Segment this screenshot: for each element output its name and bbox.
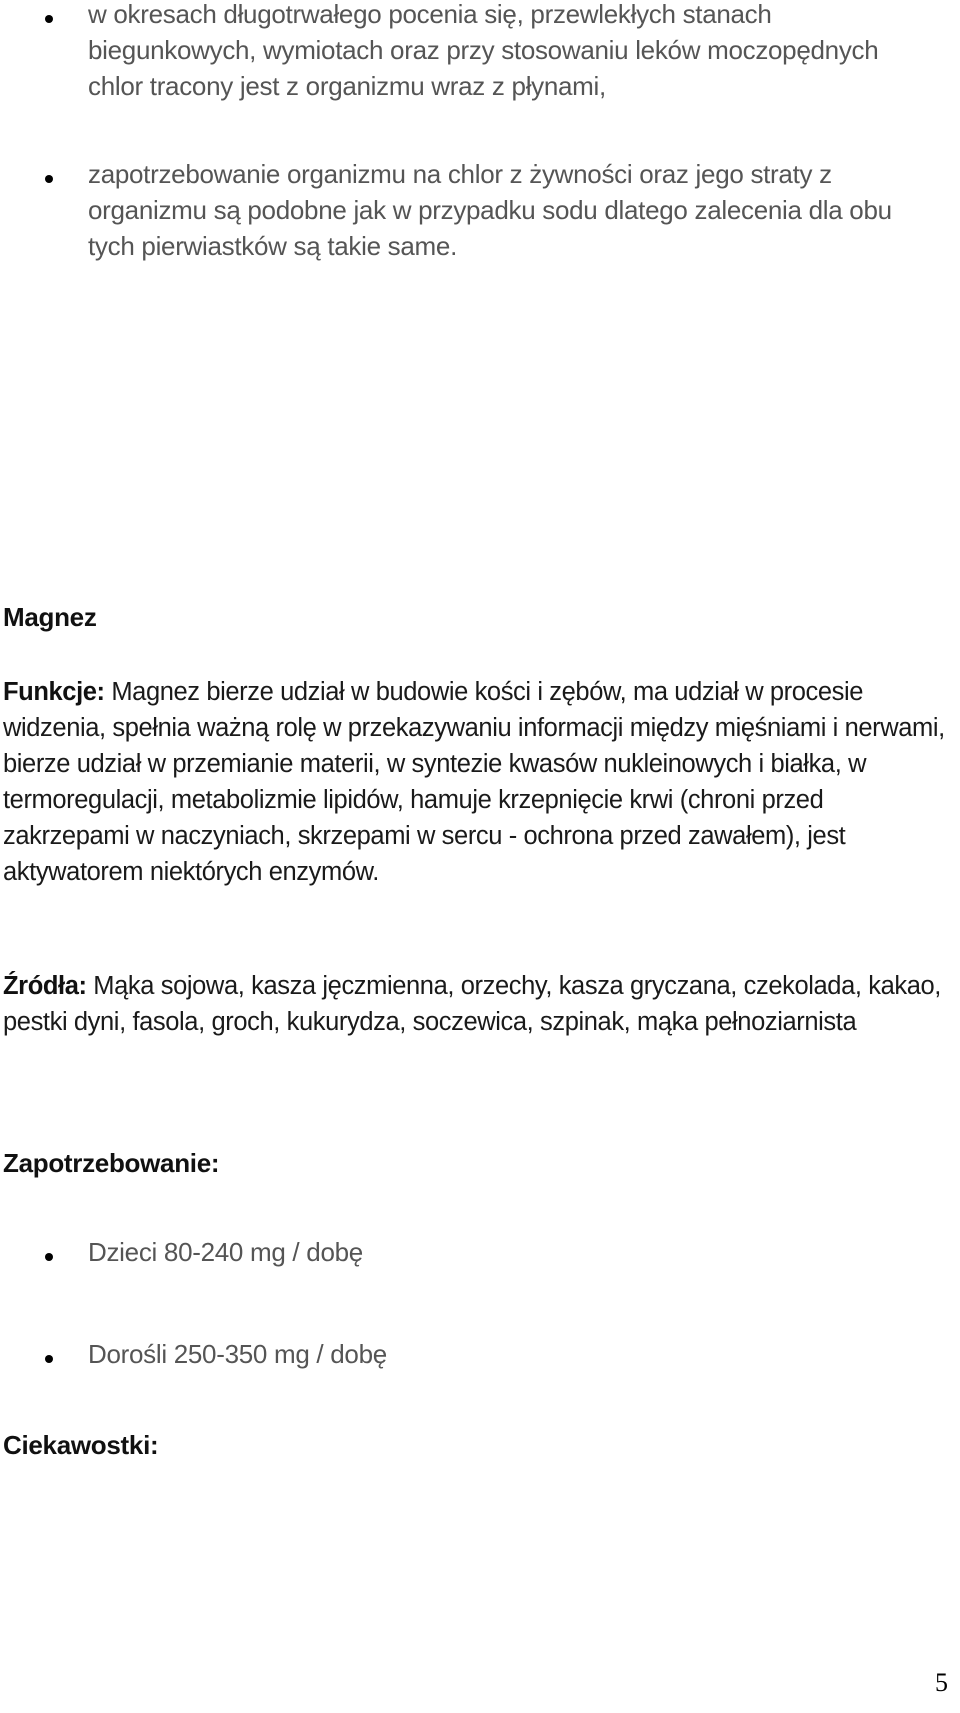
sources-label: Źródła: xyxy=(3,972,87,1000)
functions-text: Magnez bierze udział w budowie kości i zębów, ma udział w procesie widzenia, spełnia ważną rolę w przekazywaniu informacji między mięśniami i nerwami, bierze udział w przemianie materii, w syntezie kwasów nukleinowych i białka, w termoregulacji, metabolizmie lipidów, hamuje krzepnięcie krwi (chroni przed zakrzepami w naczyniach, skrzepami w sercu - ochrona przed zawałem), jest aktywatorem niektórych enzymów. xyxy=(3,678,945,886)
list-item-text: zapotrzebowanie organizmu na chlor z żywności oraz jego straty z organizmu są podobne jak w przypadku sodu dlatego zalecenia dla obu tych pierwiastków są takie same. xyxy=(88,159,892,261)
sources-text: Mąka sojowa, kasza jęczmienna, orzechy, kasza gryczana, czekolada, kakao, pestki dyni, fasola, groch, kukurydza, soczewica, szpinak, mąka pełnoziarnista xyxy=(3,972,941,1036)
page-number: 5 xyxy=(935,1668,948,1697)
functions-paragraph xyxy=(3,674,948,890)
bullet-icon xyxy=(45,15,53,23)
list-item-text: w okresach długotrwałego pocenia się, przewlekłych stanach biegunkowych, wymiotach oraz przy stosowaniu leków moczopędnych chlor tracony jest z organizmu wraz z płynami, xyxy=(88,0,879,101)
trivia-title: Ciekawostki: xyxy=(3,1430,159,1460)
section-title: Magnez xyxy=(3,602,97,632)
list-item-text: Dzieci 80-240 mg / dobę xyxy=(88,1237,363,1267)
bullet-icon xyxy=(45,175,53,183)
functions-label: Funkcje: xyxy=(3,678,105,706)
requirement-title: Zapotrzebowanie: xyxy=(3,1148,220,1178)
bullet-icon xyxy=(45,1355,53,1363)
bullet-icon xyxy=(45,1253,53,1261)
sources-paragraph xyxy=(3,968,948,1040)
list-item-text: Dorośli 250-350 mg / dobę xyxy=(88,1339,387,1369)
